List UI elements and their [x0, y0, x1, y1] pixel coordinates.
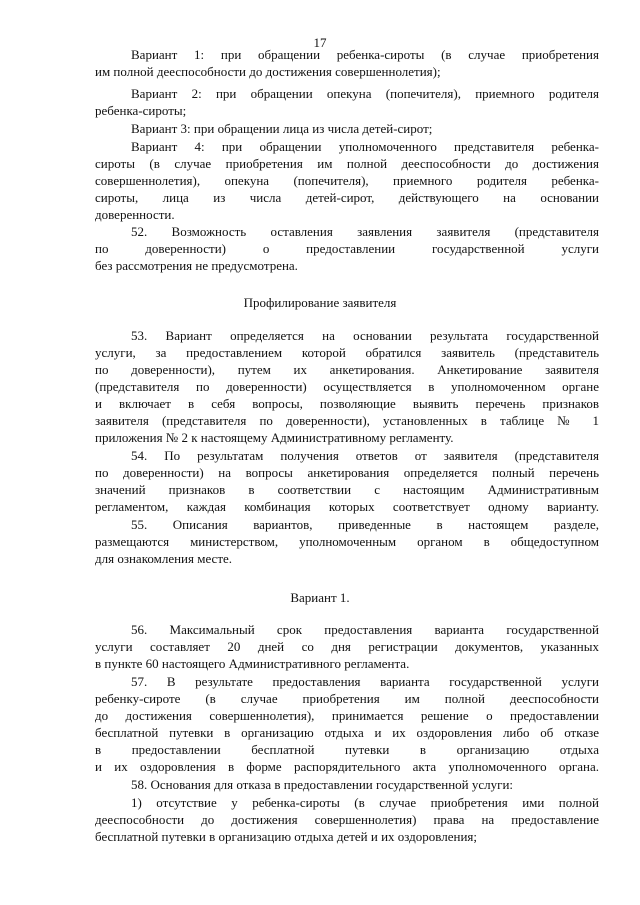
text-line: по доверенности), путем их анкетирования. Анкетирование заявителя [95, 362, 599, 377]
text-line: (представителя по доверенности) осуществляется в уполномоченном органе [95, 379, 599, 394]
text-line: 1) отсутствие у ребенка-сироты (в случае приобретения ими полной [131, 795, 599, 810]
text-line: до достижения совершеннолетия), принимается решение о предоставлении [95, 708, 599, 723]
text-line: 53. Вариант определяется на основании результата государственной [131, 328, 599, 343]
text-line: в пункте 60 настоящего Административного регламента. [95, 656, 410, 671]
text-line: и их оздоровления в форме распорядительного акта уполномоченного органа. [95, 759, 599, 774]
text-line: сироты, лица из числа детей-сирот, действующего на основании [95, 190, 599, 205]
text-line: по доверенности) о предоставлении государственной услуги [95, 241, 599, 256]
text-line: заявителя (представителя по доверенности), установленных в таблице № 1 [95, 413, 599, 428]
text-line: дееспособности до достижения совершеннолетия) права на предоставление [95, 812, 599, 827]
text-line: бесплатной путевки в организацию отдыха детей и их оздоровления; [95, 829, 478, 844]
text-line: для ознакомления месте. [95, 551, 233, 566]
text-line: значений признаков в соответствии с настоящим Административным [95, 482, 599, 497]
text-line: и включает в себя вопросы, позволяющие выявить перечень признаков [95, 396, 599, 411]
text-line: 54. По результатам получения ответов от заявителя (представителя [131, 448, 599, 463]
text-line: им полной дееспособности до достижения совершеннолетия); [95, 64, 441, 79]
page-number: 17 [313, 35, 327, 50]
text-line: в предоставлении бесплатной путевки в организацию отдыха [95, 742, 599, 757]
text-line: 56. Максимальный срок предоставления варианта государственной [131, 622, 599, 637]
text-line: Вариант 3: при обращении лица из числа детей-сирот; [131, 121, 433, 136]
section-heading: Вариант 1. [290, 590, 350, 605]
text-line: сироты (в случае приобретения им полной дееспособности до достижения [95, 156, 599, 171]
text-line: услуги, за предоставлением которой обратился заявитель (представитель [95, 345, 599, 360]
text-line: Вариант 1: при обращении ребенка-сироты (в случае приобретения [131, 47, 599, 62]
text-line: 57. В результате предоставления варианта государственной услуги [131, 674, 599, 689]
text-line: Вариант 2: при обращении опекуна (попечителя), приемного родителя [131, 86, 599, 101]
text-line: без рассмотрения не предусмотрена. [95, 258, 298, 273]
section-heading: Профилирование заявителя [243, 295, 397, 310]
text-line: регламентом, каждая комбинация которых соответствует одному варианту. [95, 499, 599, 514]
text-line: совершеннолетия), опекуна (попечителя), приемного родителя ребенка- [95, 173, 599, 188]
text-line: бесплатной путевки в организацию отдыха и их оздоровления либо об отказе [95, 725, 599, 740]
text-line: приложения № 2 к настоящему Административному регламенту. [95, 430, 454, 445]
text-line: услуги составляет 20 дней со дня регистрации документов, указанных [95, 639, 599, 654]
text-line: по доверенности) на вопросы анкетирования определяется полный перечень [95, 465, 599, 480]
text-line: ребенку-сироте (в случае приобретения им полной дееспособности [95, 691, 599, 706]
text-line: ребенка-сироты; [95, 103, 187, 118]
text-line: Вариант 4: при обращении уполномоченного представителя ребенка- [131, 139, 599, 154]
text-line: 58. Основания для отказа в предоставлении государственной услуги: [131, 777, 514, 792]
text-line: размещаются министерством, уполномоченным органом в общедоступном [95, 534, 599, 549]
text-line: доверенности. [95, 207, 175, 222]
text-line: 52. Возможность оставления заявления заявителя (представителя [131, 224, 599, 239]
text-line: 55. Описания вариантов, приведенные в настоящем разделе, [131, 517, 599, 532]
